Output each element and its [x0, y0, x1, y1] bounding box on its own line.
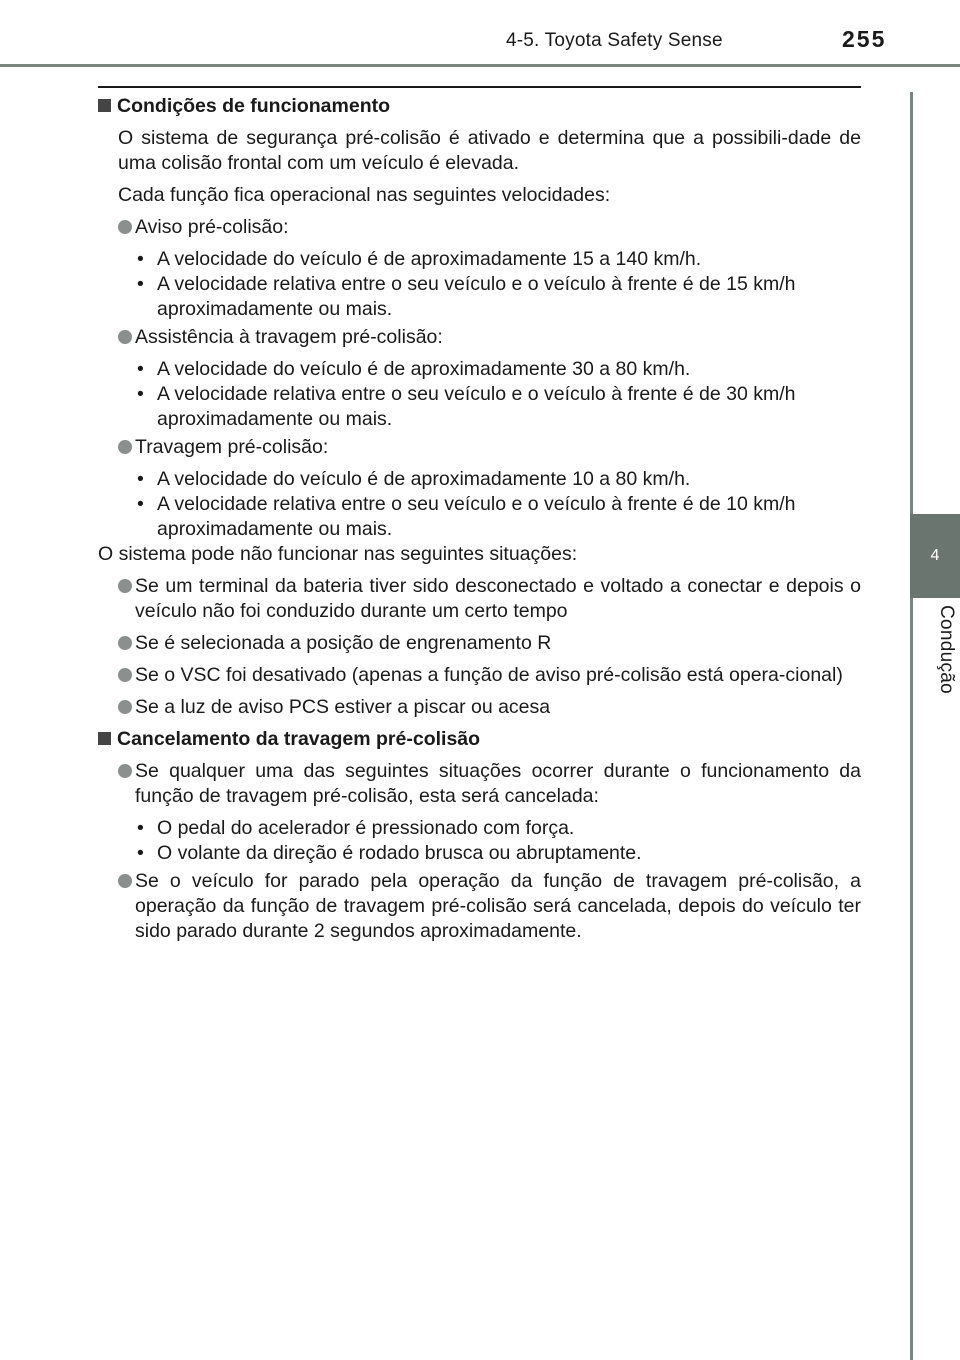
round-bullet-icon — [118, 220, 132, 234]
running-header-section: 4-5. Toyota Safety Sense — [506, 30, 723, 51]
condition-item: • A velocidade relativa entre o seu veículo e o veículo à frente é de 30 km/h aproximadamente ou mais. — [137, 383, 796, 430]
round-bullet-icon — [118, 579, 132, 593]
function-item: Aviso pré-colisão: — [98, 215, 861, 240]
section-divider — [98, 86, 861, 88]
square-bullet-icon — [98, 99, 111, 112]
small-bullet-icon: • — [137, 383, 144, 405]
condition-item: • A velocidade do veículo é de aproximadamente 10 a 80 km/h. — [137, 468, 691, 490]
small-bullet-icon: • — [137, 817, 144, 839]
round-bullet-icon — [118, 330, 132, 344]
conditions-intro: O sistema de segurança pré-colisão é ativado e determina que a possibili-dade de uma colisão frontal com um veículo é elevada. — [118, 127, 861, 174]
speeds-intro: Cada função fica operacional nas seguintes velocidades: — [118, 184, 611, 206]
situation-item: Se a luz de aviso PCS estiver a piscar ou acesa — [98, 695, 861, 720]
cancel-item: Se qualquer uma das seguintes situações ocorrer durante o funcionamento da função de travagem pré-colisão, esta será cancelada: — [98, 759, 861, 809]
page-content — [98, 94, 861, 951]
chapter-label: Condução — [936, 605, 957, 695]
not-working-intro: O sistema pode não funcionar nas seguintes situações: — [98, 543, 578, 565]
cancel-item: Se o veículo for parado pela operação da função de travagem pré-colisão, a operação da função de travagem pré-colisão será cancelada, depois do veículo ter sido parado durante 2 segundos aproximadamente. — [98, 869, 861, 944]
cancel-conditions — [98, 816, 861, 866]
small-bullet-icon: • — [137, 358, 144, 380]
square-bullet-icon — [98, 732, 111, 745]
round-bullet-icon — [118, 668, 132, 682]
condition-item: • A velocidade relativa entre o seu veículo e o veículo à frente é de 10 km/h aproximadamente ou mais. — [137, 493, 796, 540]
function-conditions — [98, 357, 861, 432]
page-number: 255 — [842, 26, 887, 52]
small-bullet-icon: • — [137, 248, 144, 270]
function-item: Assistência à travagem pré-colisão: — [98, 325, 861, 350]
section-heading-conditions: Condições de funcionamento — [98, 94, 861, 119]
function-conditions — [98, 467, 861, 542]
situation-item: Se o VSC foi desativado (apenas a função de aviso pré-colisão está opera-cional) — [98, 663, 861, 688]
round-bullet-icon — [118, 874, 132, 888]
small-bullet-icon: • — [137, 493, 144, 515]
round-bullet-icon — [118, 700, 132, 714]
condition-item: • A velocidade relativa entre o seu veículo e o veículo à frente é de 15 km/h aproximadamente ou mais. — [137, 273, 796, 320]
situation-item: Se é selecionada a posição de engrenamento R — [98, 631, 861, 656]
side-rule — [910, 92, 913, 1360]
small-bullet-icon: • — [137, 468, 144, 490]
condition-item: • O pedal do acelerador é pressionado com força. — [137, 817, 575, 839]
header-rule — [0, 64, 960, 67]
situation-item: Se um terminal da bateria tiver sido desconectado e voltado a conectar e depois o veículo não foi conduzido durante um certo tempo — [98, 574, 861, 624]
section-heading-cancel: Cancelamento da travagem pré-colisão — [98, 727, 861, 752]
chapter-number: 4 — [930, 547, 940, 564]
function-conditions — [98, 247, 861, 322]
small-bullet-icon: • — [137, 273, 144, 295]
small-bullet-icon: • — [137, 842, 144, 864]
round-bullet-icon — [118, 636, 132, 650]
condition-item: • O volante da direção é rodado brusca ou abruptamente. — [137, 842, 642, 864]
round-bullet-icon — [118, 440, 132, 454]
round-bullet-icon — [118, 764, 132, 778]
function-item: Travagem pré-colisão: — [98, 435, 861, 460]
condition-item: • A velocidade do veículo é de aproximadamente 30 a 80 km/h. — [137, 358, 691, 380]
condition-item: • A velocidade do veículo é de aproximadamente 15 a 140 km/h. — [137, 248, 702, 270]
chapter-tab — [910, 514, 960, 598]
